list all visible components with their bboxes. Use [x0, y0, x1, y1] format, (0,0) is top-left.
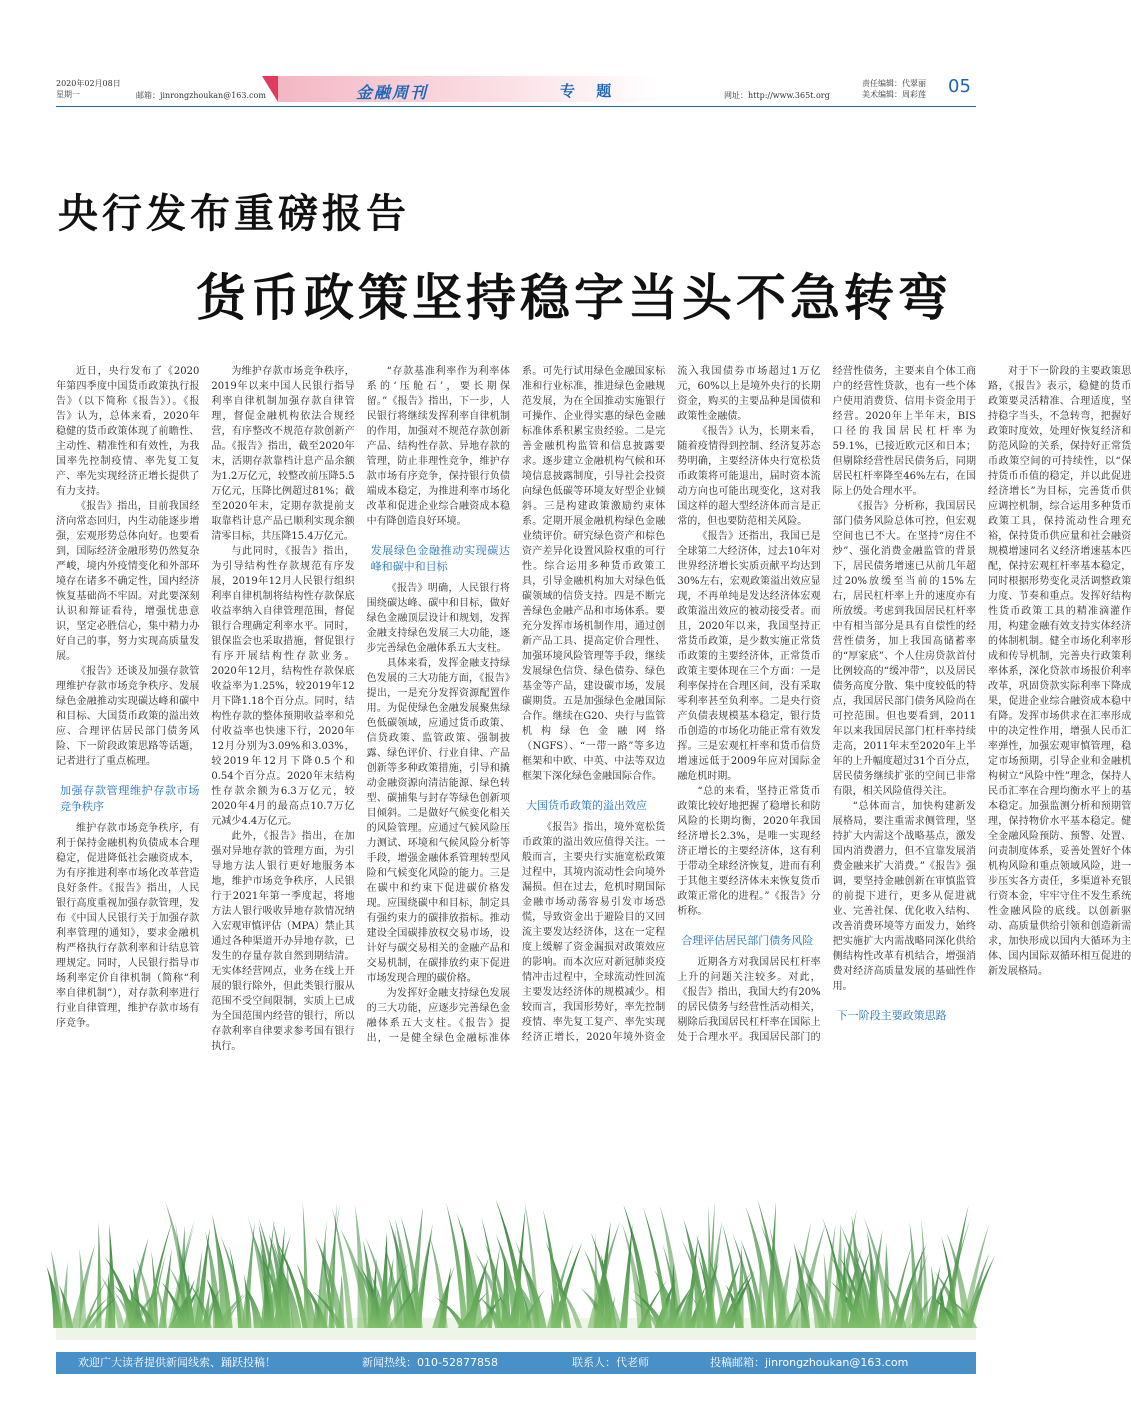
issue-date-block: [56, 78, 121, 100]
article-paragraph: 与此同时，《报告》指出，为引导结构性存款规范有序发展，2019年12月人民银行组织利率自律机制将结构性存款保底收益率纳入自律管理范围，督促银行合理确定利率水平。同时，银保监会也采取措施，督促银行有序开展结构性存款业务。2020年12月，结构性存款保底收益率为1.25%，较2019年12月下降1.18个百分点。同时，结构性存款的整体预期收益率和兑付收益率也快速下行，2020年12月分别为3.09%和3.03%，较2019年12月下降0.5个和0.54个百分点。2020年末结构性存款余额为6.3万亿元，较2020年4月的最高点10.7万亿元减少4.4万亿元。: [211, 546, 355, 827]
header-email: 邮箱：jinrongzhoukan@163.com: [136, 91, 266, 100]
intro-paragraph: 《报告》指出，目前我国经济向常态回归，内生动能逐步增强，宏观形势总体向好。也要看到，国际经济金融形势仍然复杂严峻，境内外疫情变化和外部环境存在诸多不确定性，国内经济恢复基础尚不牢固。对此要深刻认识和辩证看待，增强忧患意识，坚定必胜信心，集中精力办好自己的事，努力实现高质量发展。: [56, 501, 200, 662]
section-label: 专 题: [560, 82, 620, 100]
editor-credits: [862, 78, 926, 100]
article-paragraph: “总体而言，加快构建新发展格局，要注重需求侧管理，坚持扩大内需这个战略基点，激发国内消费潜力，但不宜靠发展消费金融来扩大消费。”《报告》强调，要坚持金融创新在审慎监管的前提下进行，更多从促进就业、完善社保、优化收入结构、改善消费环境等方面发力，始终把实施扩大内需战略同深化供给侧结构性改革有机结合，增强消费对经济高质量发展的基础性作用。: [832, 801, 976, 992]
article-paragraph: 对于下一阶段的主要政策思路，《报告》表示，稳健的货币政策要灵活精准、合理适度，坚持稳字当头，不急转弯，把握好政策时度效，处理好恢复经济和防范风险的关系，保持好正常货币政策空间的可持续性，以“保持货币币值的稳定，并以此促进经济增长”为目标，完善货币供应调控机制，综合运用多种货币政策工具，保持流动性合理充裕，保持货币供应量和社会融资规模增速同名义经济增速基本匹配，保持宏观杠杆率基本稳定，同时根据形势变化灵活调整政策力度、节奏和重点。发挥好结构性货币政策工具的精准滴灌作用，构建金融有效支持实体经济的体制机制。健全市场化利率形成和传导机制，完善央行政策利率体系，深化贷款市场报价利率改革，巩固贷款实际利率下降成果，促进企业综合融资成本稳中有降。发挥市场供求在汇率形成中的决定性作用，增强人民币汇率弹性，加强宏观审慎管理，稳定市场预期，引导企业和金融机构树立“风险中性”理念，保持人民币汇率在合理均衡水平上的基本稳定。加强监测分析和预期管理，保持物价水平基本稳定。健全金融风险预防、预警、处置、问责制度体系，妥善处置好个体机构风险和重点领域风险，进一步压实各方责任，多渠道补充银行资本金，牢牢守住不发生系统性金融风险的底线。以创新驱动、高质量供给引领和创造新需求，加快形成以国内大循环为主体、国内国际双循环相互促进的新发展格局。: [987, 366, 1131, 977]
header-divider: [56, 106, 976, 107]
headline-line-1: 央行发布重磅报告: [58, 191, 410, 237]
page-header: [56, 76, 976, 106]
article-paragraph: 《报告》认为，长期来看，随着疫情得到控制、经济复苏态势明确，主要经济体央行宽松货币政策将可能退出，届时资本流动方向也可能出现变化，这对我国这样的超大型经济体而言是正常的，但也要防范相关风险。: [677, 426, 821, 527]
grass-decoration: [56, 1200, 976, 1340]
art-editor: 美术编辑：周彩莲: [862, 90, 926, 99]
section-heading-deposit: 加强存款管理维护存款市场竞争秩序: [60, 784, 200, 813]
newspaper-brand: 金融周刊: [356, 83, 429, 102]
article-paragraph: 《报告》分析称，我国居民部门债务风险总体可控，但宏观空间也已不大。在坚持“房住不炒”、强化消费金融监管的背景下，居民债务增速已从前几年超过20%放缓至当前的15%左右，居民杠杆率上升的速度亦有所放缓。考虑到我国居民杠杆率中有相当部分是具有自偿性的经营性债务，加上我国高储蓄率的“厚家底”、个人住房贷款首付比例较高的“缓冲带”，以及居民债务高度分散、集中度较低的特点，我国居民部门债务风险尚在可控范围。但也要看到，2011年以来我国居民部门杠杆率持续走高，2011年末至2020年上半年的上升幅度超过31个百分点，居民债务继续扩张的空间已非常有限，相关风险值得关注。: [832, 501, 976, 797]
article-paragraph: 《报告》明确，人民银行将围绕碳达峰、碳中和目标，做好绿色金融顶层设计和规划，发挥金融支持绿色发展三大功能，逐步完善绿色金融体系五大支柱。: [366, 583, 510, 654]
footer-slogan: 欢迎广大读者提供新闻线索、踊跃投稿！: [78, 1356, 276, 1369]
issue-date: 2020年02月08日: [56, 79, 121, 88]
section-heading-household-debt: 合理评估居民部门债务风险: [681, 934, 814, 947]
section-heading-green-finance: 发展绿色金融推动实现碳达峰和碳中和目标: [370, 544, 510, 573]
article-paragraph: 此外，《报告》指出，在加强对异地存款的管理方面，为引导地方法人银行更好地服务本地，维护市场竞争秩序，人民银行于2021年第一季度起，将地方法人银行吸收异地存款情况纳入宏观审慎评估（MPA）禁止其通过各种渠道开办异地存款，已发生的存量存款自然到期结清。无实体经营网点，业务在线上开展的银行除外，但此类银行服从范围不受空间限制，实质上已成为全国范围内经营的银行，所以存款利率自律要求参考国有银行执行。: [211, 831, 355, 1052]
section-heading-next-stage: 下一阶段主要政策思路: [836, 1009, 947, 1022]
intro-paragraph: 《报告》还谈及加强存款管理维护存款市场竞争秩序、发展绿色金融推动实现碳达峰和碳中和目标、大国货币政策的溢出效应、合理评估居民部门债务风险、下一阶段政策思路等话题，记者进行了重点梳理。: [56, 666, 200, 767]
article-paragraph: 《报告》还指出，我国已是全球第二大经济体，过去10年对世界经济增长实质贡献平均达到30%左右，宏观政策溢出效应显现，不再单纯是发达经济体宏观政策溢出效应的被动接受者。而且，2020年以来，我国坚持正常货币政策，是少数实施正常货币政策的主要经济体，正常货币政策主要体现在三个方面：一是利率保持在合理区间，没有采取零利率甚至负利率。二是央行资产负债表规模基本稳定，银行货币创造的市场化功能正常有效发挥。三是宏观杠杆率和货币信贷增速远低于2009年应对国际金融危机时期。: [677, 531, 821, 782]
article-paragraph: 为维护存款市场竞争秩序，2019年以来中国人民银行指导利率自律机制加强存款自律管理，督促金融机构依法合规经营，有序整改不规范存款创新产品。《报告》指出，截至2020年末，活期存款靠档计息产品余额为1.2万亿元，较整改前压降5.5万亿元，压降比例超过81%；截至2020年末，定期存款提前支取靠档计息产品已顺利实现余额清零目标，共压降15.4万亿元。: [211, 366, 355, 542]
page-number: 05: [948, 76, 971, 97]
headline-line-2: 货币政策坚持稳字当头不急转弯: [196, 269, 952, 327]
article-paragraph: 近期各方对我国居民杠杆率上升的问题关注较多。对此，《报告》指出，我国大约有20%的居民债务与经营性活动相关，剔除后我国居民杠杆率在国际上处于合理水平。我国居民部门的经营性债务，主要来自个体工商户的经营性贷款，也有一些个体户使用消费贷、信用卡资金用于经营。2020年上半年末，BIS口径的我国居民杠杆率为59.1%，已接近欧元区和日本；但剔除经营性居民债务后，同期居民杠杆率降至46%左右，在国际上仍处合理水平。: [677, 366, 976, 1043]
footer-submission-email: 投稿邮箱：jinrongzhoukan@163.com: [710, 1356, 909, 1369]
article-paragraph: “存款基准利率作为利率体系的‘压舱石’，要长期保留。”《报告》指出，下一步，人民银行将继续发挥利率自律机制的作用，加强对不规范存款创新产品、结构性存款、异地存款的管理，防止非理性竞争，维护存款市场有序竞争，保持银行负债端成本稳定，为推进利率市场化改革和促进企业综合融资成本稳中有降创造良好环境。: [366, 366, 510, 527]
intro-paragraph: 近日，央行发布了《2020年第四季度中国货币政策执行报告》（以下简称《报告》）。《报告》认为，总体来看，2020年稳健的货币政策体现了前瞻性、主动性、精准性和有效性，为我国率先控制疫情、率先复工复产、率先实现经济正增长提供了有力支持。: [56, 366, 200, 497]
article-paragraph: “总的来看，坚持正常货币政策比较好地把握了稳增长和防风险的长期均衡，2020年我国经济增长2.3%，是唯一实现经济正增长的主要经济体，这有利于带动全球经济恢复，进而有利于其他主要经济体未来恢复货币政策正常化的进程。”《报告》分析称。: [677, 786, 821, 917]
article-paragraph: 维护存款市场竞争秩序，有利于保持金融机构负债成本合理稳定，促进降低社会融资成本，为有序推进利率市场化改革营造良好条件。《报告》指出，人民银行高度重视加强存款管理，发布《中国人民银行关于加强存款利率管理的通知》，要求金融机构严格执行存款利率和计结息管理规定。同时，人民银行指导市场利率定价自律机制（简称“利率自律机制”），对存款利率进行行业自律管理，维护存款市场有序竞争。: [56, 823, 200, 1029]
footer-contact: 联系人：代老师: [572, 1356, 649, 1369]
section-heading-spillover: 大国货币政策的溢出效应: [525, 799, 647, 812]
article-body: [56, 364, 1131, 1054]
issue-weekday: 星期一: [56, 90, 80, 99]
grass-blade: [937, 1288, 946, 1328]
footer-bar: [56, 1352, 976, 1374]
article-paragraph: 《报告》指出，境外宽松货币政策的溢出效应值得关注。一般而言，主要央行实施宽松政策过程中，其境内流动性会向境外漏损。但在过去，危机时期国际金融市场动荡容易引发市场恐慌，导致资金出于避险目的又回流主要发达经济体，这在一定程度上缓解了资金漏损对政策效应的影响。而本次应对新冠肺炎疫情冲击过程中，全球流动性回流主要发达经济体的规模减少。相较而言，我国形势好，率先控制疫情、率先复工复产、率先实现经济正增长，2020年境外资金流入我国债券市场超过1万亿元，60%以上是境外央行的长期资金，购买的主要品种是国债和政策性金融债。: [521, 366, 821, 1043]
header-website: 网址：http://www.365t.org: [724, 91, 830, 100]
responsible-editor: 责任编辑：代翠丽: [862, 79, 926, 88]
article-paragraph: 具体来看，发挥金融支持绿色发展的三大功能方面，《报告》提出，一是充分发挥资源配置作用。为促使绿色金融发展聚焦绿色低碳领域，应通过货币政策、信贷政策、监管政策、强制披露、绿色评价、行业自律、产品创新等多种政策措施，引导和撬动金融资源向清洁能源、绿色转型、碳捕集与封存等绿色创新项目倾斜。二是做好气候变化相关的风险管理。应通过气候风险压力测试、环境和气候风险分析等手段，增强金融体系管理转型风险和气候变化风险的能力。三是在碳中和约束下促进碳价格发现。应围绕碳中和目标，制定具有强约束力的碳排放指标。推动建设全国碳排放权交易市场，设计好与碳交易相关的金融产品和交易机制，在碳排放约束下促进市场发现合理的碳价格。: [366, 658, 510, 984]
article-paragraph: 为发挥好金融支持绿色发展的三大功能，应逐步完善绿色金融体系五大支柱。《报告》提出，一是健全绿色金融标准体系。可先行试用绿色金融国家标准和行业标准，推进绿色金融规范发展，为在全国推动实施银行可操作、企业得实惠的绿色金融标准体系积累宝贵经验。二是完善金融机构监管和信息披露要求。逐步建立金融机构气候和环境信息披露制度，引导社会投资向绿色低碳等环境友好型企业倾斜。三是构建政策激励约束体系。定期开展金融机构绿色金融业绩评价。研究绿色资产和棕色资产差异化设置风险权重的可行性。综合运用多种货币政策工具，引导金融机构加大对绿色低碳领域的信贷支持。四是不断完善绿色金融产品和市场体系。要充分发挥市场机制作用，通过创新产品工具、提高定价合理性、加强环境风险管理等手段，继续发展绿色信贷、绿色债券、绿色基金等产品，建设碳市场，发展碳期货。五是加强绿色金融国际合作。继续在G20、央行与监管机构绿色金融网络（NGFS）、“一带一路”等多边框架和中欧、中英、中法等双边框架下深化绿色金融国际合作。: [366, 366, 666, 1044]
footer-hotline: 新闻热线：010-52877858: [362, 1356, 498, 1369]
